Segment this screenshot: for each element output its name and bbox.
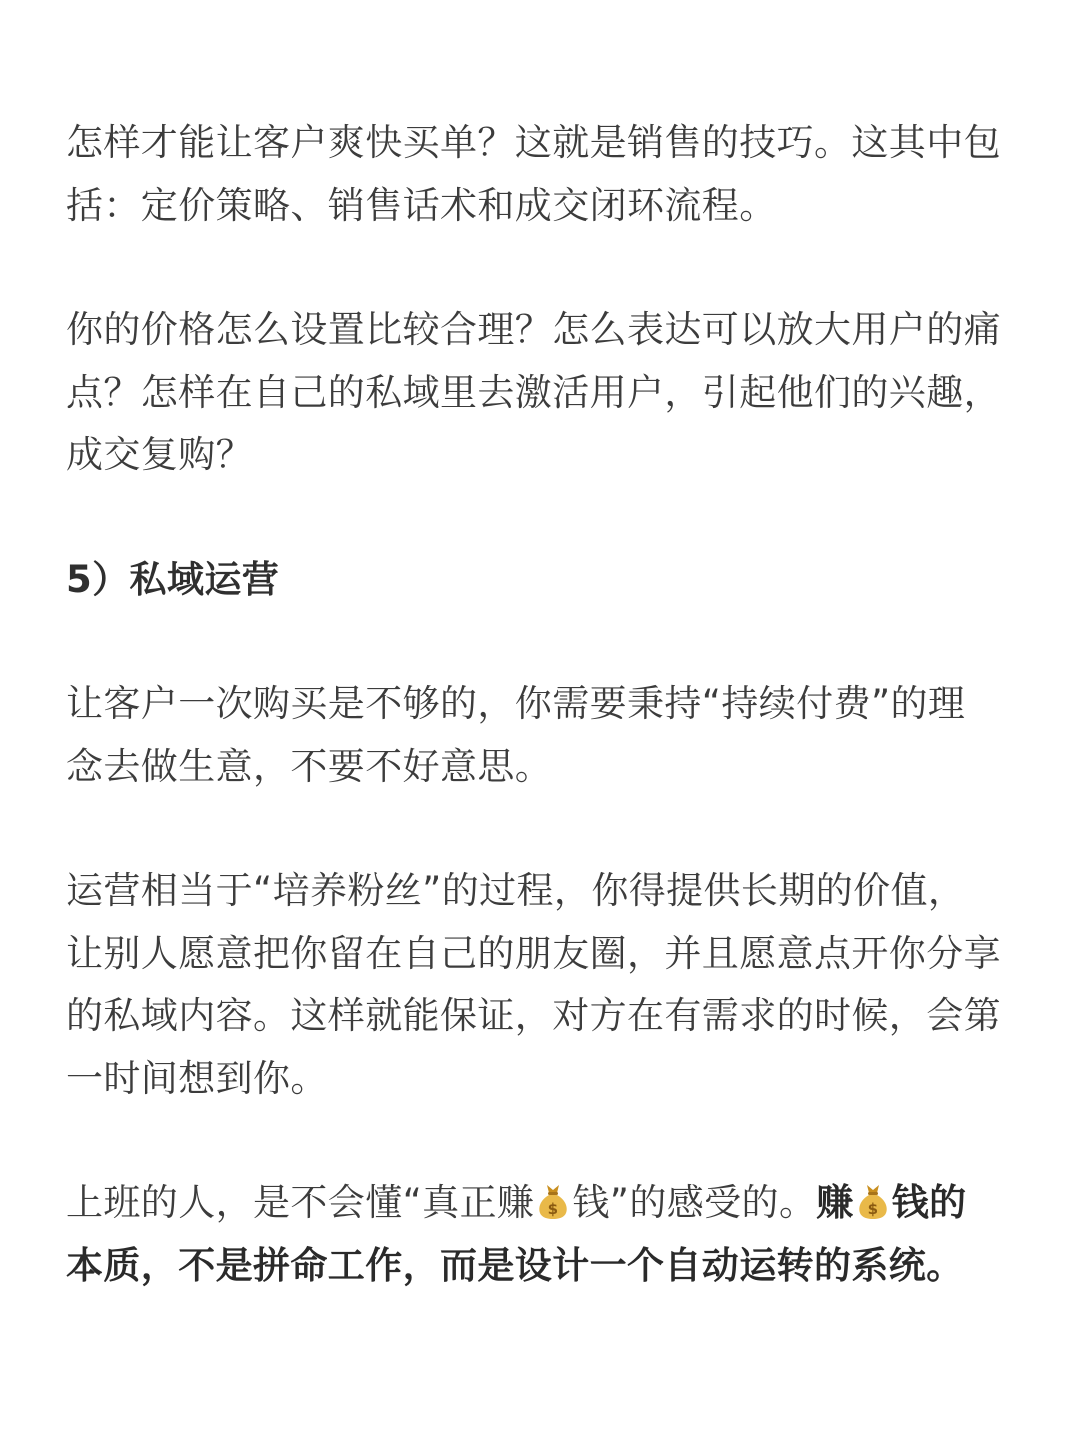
money-bag-icon: [535, 1181, 571, 1221]
article-body: [66, 112, 1018, 1297]
text-line: 念去做生意，不要不好意思。: [66, 744, 553, 788]
svg-text:$: $: [547, 1200, 559, 1218]
bold-text-segment: 赚: [816, 1181, 854, 1224]
bold-text-segment: 钱的: [891, 1181, 967, 1224]
text-line: 怎样才能让客户爽快买单？这就是销售的技巧。这其中包: [66, 121, 1001, 164]
svg-text:$: $: [867, 1200, 879, 1218]
text-line: 让别人愿意把你留在自己的朋友圈，并且愿意点开你分享: [66, 931, 1001, 975]
text-line: 的私域内容。这样就能保证，对方在有需求的时候，会第: [66, 994, 1001, 1037]
text-line: 让客户一次购买是不够的，你需要秉持“持续付费”的理: [66, 682, 966, 725]
paragraph-fan-operation: [66, 860, 1018, 1110]
text-line: 运营相当于“培养粉丝”的过程，你得提供长期的价值，: [66, 869, 966, 912]
text-segment: 上班的人，是不会懂“真正赚: [66, 1181, 535, 1224]
text-line: 你的价格怎么设置比较合理？怎么表达可以放大用户的痛: [66, 308, 1001, 351]
money-bag-icon: [855, 1181, 891, 1221]
paragraph-sales-techniques: [66, 112, 1018, 237]
text-line: 点？怎样在自己的私域里去激活用户，引起他们的兴趣，: [66, 370, 1001, 414]
text-line-mixed: [66, 1172, 1018, 1235]
text-segment: 钱”的感受的。: [572, 1181, 817, 1224]
section-heading-private-domain: 5）私域运营: [66, 557, 280, 601]
paragraph-continuous-payment: [66, 673, 1018, 798]
text-line: 成交复购？: [66, 433, 253, 476]
text-line: 一时间想到你。: [66, 1056, 328, 1100]
paragraph-pricing-questions: [66, 299, 1018, 487]
bold-text-line: 本质，不是拼命工作，而是设计一个自动运转的系统。: [66, 1243, 964, 1287]
text-line: 括：定价策略、销售话术和成交闭环流程。: [66, 183, 777, 227]
paragraph-earning-essence: [66, 1172, 1018, 1297]
